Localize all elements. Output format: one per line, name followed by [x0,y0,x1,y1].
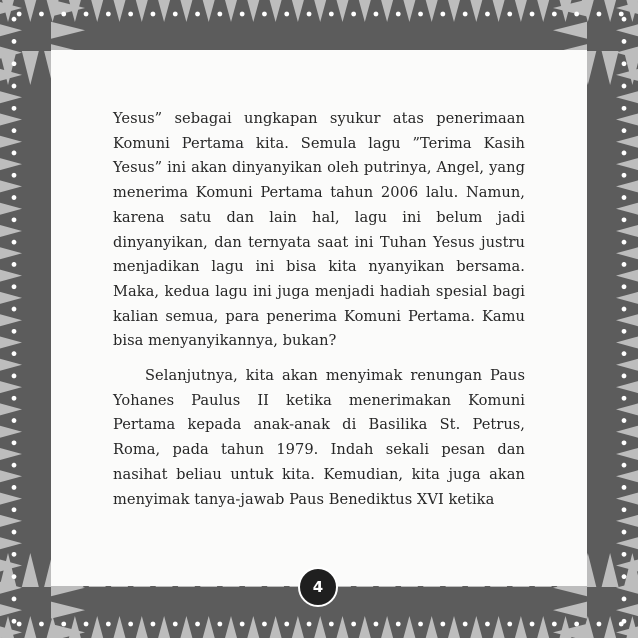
border-triangle [51,602,85,619]
border-triangle [448,616,460,638]
border-dot [622,151,627,156]
border-dot [622,396,627,401]
border-triangle [359,616,371,638]
paragraph-2: Selanjutnya, kita akan menyimak renungan Paus Yohanes Paulus II ketika menerimakan Komuni Pertama kepada anak-anak di Basilika St. Petrus, Roma, pada tahun 1979. Indah sekali pesan dan nasihat beliau untuk kita. Kemudian, kita juga akan menyimak tanya-jawab Paus Benediktus XVI ketika [113,367,525,508]
border-triangle [0,180,22,192]
border-triangle [553,602,587,619]
border-dot [173,12,178,17]
border-triangle [91,616,103,638]
border-triangle [158,0,170,22]
border-triangle [616,180,638,192]
border-dot [151,622,156,627]
border-dot [12,530,17,535]
border-dot [622,351,627,356]
page-number-badge [298,567,338,607]
border-dot [106,622,111,627]
border-dot [12,619,17,624]
border-dot [530,622,535,627]
border-dot [622,440,627,445]
border-triangle [0,426,22,438]
border-triangle [203,0,215,22]
border-dot [106,12,111,17]
border-triangle [604,0,616,22]
border-dot [128,622,133,627]
border-dot [262,622,267,627]
border-triangle [0,225,22,237]
border-dot [12,507,17,512]
border-triangle [180,616,192,638]
border-dot [284,622,289,627]
border-triangle [158,616,170,638]
border-dot [240,622,245,627]
border-triangle [616,158,638,170]
border-triangle [604,616,616,638]
border-triangle [515,0,527,22]
border-dot [329,622,334,627]
border-dot [622,17,627,22]
border-triangle [616,225,638,237]
border-triangle [470,616,482,638]
border-triangle [292,616,304,638]
border-dot [329,12,334,17]
border-dot [396,622,401,627]
border-dot [12,17,17,22]
book-page [51,50,587,586]
border-dot [61,12,66,17]
border-dot [12,485,17,490]
border-dot [39,622,44,627]
border-triangle [0,493,22,505]
border-triangle [616,515,638,527]
border-triangle [381,616,393,638]
border-dot [418,622,423,627]
border-triangle [616,403,638,415]
border-dot [12,329,17,334]
border-triangle [493,0,505,22]
border-dot [530,12,535,17]
border-dot [240,12,245,17]
border-triangle [553,22,587,39]
border-dot [17,12,22,17]
border-triangle [553,624,587,638]
border-dot [619,12,624,17]
border-triangle [114,0,126,22]
border-triangle [515,616,527,638]
border-dot [552,12,557,17]
paragraph-1: Yesus” sebagai ungkapan syukur atas penerimaan Komuni Pertama kita. Semula lagu ”Terima Kasih Yesus” ini akan dinyanyikan oleh putrinya, Angel, yang menerima Komuni Pertama tahun 2006 lalu. Namun, karena satu dan lain hal, lagu ini belum jadi dinyanyikan, dan ternyata saat ini Tuhan Yesus justru menjadikan lagu ini bisa kita nyanyikan bersama. Maka, kedua lagu ini juga menjadi hadiah spesial bagi kalian semua, para penerima Komuni Pertama. Kamu bisa menyanyikannya, bukan? [113,110,525,350]
border-dot [351,12,356,17]
border-dot [12,106,17,111]
border-triangle [537,0,549,22]
border-dot [507,12,512,17]
border-triangle [0,24,22,36]
border-dot [12,374,17,379]
border-triangle [136,0,148,22]
border-triangle [616,448,638,460]
border-dot [622,128,627,133]
body-text [113,107,525,512]
border-triangle [616,270,638,282]
border-dot [622,574,627,579]
border-dot [12,396,17,401]
border-dot [374,12,379,17]
border-dot [597,12,602,17]
border-dot [622,307,627,312]
border-dot [374,622,379,627]
border-dot [12,240,17,245]
border-triangle [403,616,415,638]
border-triangle [225,616,237,638]
border-dot [396,12,401,17]
border-triangle [337,616,349,638]
border-triangle [602,51,619,85]
border-dot [12,84,17,89]
border-dot [12,351,17,356]
border-dot [151,12,156,17]
border-dot [12,440,17,445]
border-triangle [616,136,638,148]
border-triangle [616,203,638,215]
border-dot [574,12,579,17]
border-triangle [0,292,22,304]
border-triangle [0,114,22,126]
border-dot [84,12,89,17]
border-dot [622,530,627,535]
border-dot [12,284,17,289]
border-dot [12,61,17,66]
border-triangle [616,91,638,103]
border-triangle [403,0,415,22]
border-dot [622,173,627,178]
border-dot [217,12,222,17]
border-triangle [91,0,103,22]
border-dot [485,622,490,627]
border-dot [12,463,17,468]
border-dot [622,418,627,423]
border-triangle [0,158,22,170]
border-triangle [616,426,638,438]
border-triangle [616,604,638,616]
border-dot [284,12,289,17]
border-triangle [0,337,22,349]
border-triangle [247,0,259,22]
border-dot [552,622,557,627]
border-dot [195,622,200,627]
border-dot [463,622,468,627]
border-dot [622,507,627,512]
border-triangle [24,616,36,638]
border-dot [307,12,312,17]
border-triangle [616,537,638,549]
border-dot [17,622,22,627]
border-triangle [448,0,460,22]
border-triangle [270,616,282,638]
border-dot [622,195,627,200]
border-dot [12,597,17,602]
border-dot [12,418,17,423]
border-dot [622,61,627,66]
border-triangle [337,0,349,22]
border-triangle [616,470,638,482]
border-triangle [359,0,371,22]
border-dot [597,622,602,627]
border-triangle [114,616,126,638]
border-triangle [426,616,438,638]
border-dot [622,619,627,624]
border-triangle [616,24,638,36]
border-triangle [0,247,22,259]
border-triangle [0,270,22,282]
border-dot [622,485,627,490]
border-triangle [22,51,39,85]
border-dot [440,622,445,627]
border-dot [12,217,17,222]
border-triangle [624,553,638,587]
border-dot [195,12,200,17]
border-triangle [314,616,326,638]
border-triangle [616,314,638,326]
border-dot [173,622,178,627]
border-dot [217,622,222,627]
border-dot [622,262,627,267]
border-dot [485,12,490,17]
border-dot [622,284,627,289]
border-dot [12,307,17,312]
border-dot [307,622,312,627]
border-triangle [0,448,22,460]
border-triangle [537,616,549,638]
border-triangle [314,0,326,22]
border-triangle [0,136,22,148]
border-triangle [225,0,237,22]
border-dot [622,240,627,245]
border-triangle [22,553,39,587]
border-dot [12,574,17,579]
border-triangle [470,0,482,22]
border-triangle [0,403,22,415]
border-triangle [616,359,638,371]
border-triangle [381,0,393,22]
border-dot [622,39,627,44]
border-triangle [247,616,259,638]
border-dot [622,597,627,602]
border-dot [440,12,445,17]
border-dot [12,195,17,200]
border-triangle [0,314,22,326]
border-dot [61,622,66,627]
border-triangle [136,616,148,638]
border-dot [12,128,17,133]
border-dot [12,39,17,44]
border-dot [128,12,133,17]
border-triangle [203,616,215,638]
border-dot [12,552,17,557]
border-triangle [0,470,22,482]
border-dot [262,12,267,17]
border-dot [622,217,627,222]
border-dot [622,552,627,557]
border-dot [84,622,89,627]
border-triangle [602,553,619,587]
border-triangle [51,22,85,39]
border-triangle [426,0,438,22]
border-triangle [616,247,638,259]
border-triangle [24,0,36,22]
border-dot [622,374,627,379]
border-triangle [0,203,22,215]
border-dot [622,106,627,111]
border-dot [574,622,579,627]
border-dot [39,12,44,17]
border-triangle [0,359,22,371]
border-triangle [0,604,22,616]
border-triangle [616,493,638,505]
border-dot [622,84,627,89]
border-dot [622,329,627,334]
border-triangle [292,0,304,22]
border-triangle [616,381,638,393]
border-triangle [0,91,22,103]
border-triangle [493,616,505,638]
border-triangle [616,114,638,126]
border-triangle [0,381,22,393]
border-dot [507,622,512,627]
page-number: 4 [312,578,324,596]
border-triangle [616,292,638,304]
border-dot [622,463,627,468]
border-dot [12,151,17,156]
border-triangle [0,537,22,549]
border-dot [418,12,423,17]
border-triangle [0,515,22,527]
border-dot [12,173,17,178]
border-dot [351,622,356,627]
border-triangle [180,0,192,22]
border-dot [12,262,17,267]
border-triangle [270,0,282,22]
border-dot [463,12,468,17]
border-triangle [616,337,638,349]
